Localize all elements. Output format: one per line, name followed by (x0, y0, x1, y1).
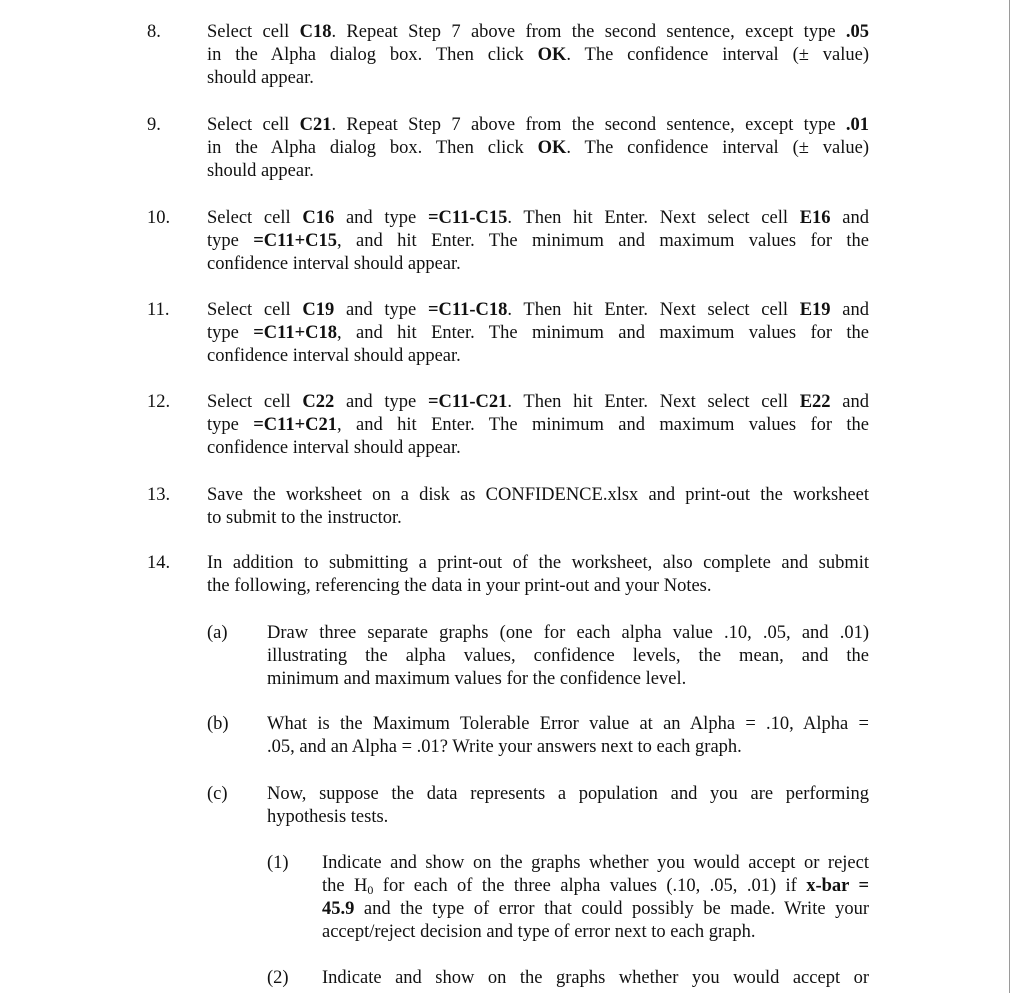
text-run: In addition to submitting a print-out of the worksheet, also complete and submit (207, 553, 869, 573)
text-line (207, 21, 869, 44)
text-run: and type (334, 392, 428, 412)
text-line (267, 668, 869, 691)
text-line (267, 622, 869, 645)
text-run: What is the Maximum Tolerable Error value at an Alpha = .10, Alpha = (267, 714, 869, 734)
text-line (207, 322, 869, 345)
text-run: . Repeat Step 7 above from the second sentence, except type (331, 115, 846, 135)
text-line (267, 645, 869, 668)
text-run: the following, referencing the data in your print-out and your Notes. (207, 576, 712, 596)
bold-text-run: C18 (299, 22, 332, 42)
bold-text-run: .05 (845, 22, 870, 42)
substep-label: (c) (207, 784, 228, 804)
substep-text (267, 713, 869, 759)
bold-text-run: E19 (799, 300, 831, 320)
text-run: Select cell (207, 115, 300, 135)
text-line (322, 967, 869, 990)
text-line (207, 552, 869, 575)
bold-text-run: =C11-C18 (427, 300, 508, 320)
text-run: confidence interval should appear. (207, 438, 461, 458)
text-run: Save the worksheet on a disk as CONFIDENCE.xlsx and print-out the worksheet (207, 485, 869, 505)
text-line (207, 67, 869, 90)
text-run: hypothesis tests. (267, 807, 389, 827)
subscript: 0 (367, 883, 374, 897)
text-line (207, 345, 869, 368)
text-run: type (207, 231, 254, 251)
step-number: 14. (147, 553, 171, 573)
text-run: . Then hit Enter. Next select cell (507, 208, 800, 228)
text-run: type (207, 415, 254, 435)
bold-text-run: C16 (302, 208, 335, 228)
text-run: Indicate and show on the graphs whether you would accept or (322, 968, 869, 988)
bold-text-run: =C11-C15 (427, 208, 508, 228)
step-number: 12. (147, 392, 171, 412)
text-run: . Then hit Enter. Next select cell (507, 392, 800, 412)
text-line (207, 575, 869, 598)
text-line (322, 921, 869, 944)
bold-text-run: =C11-C21 (427, 392, 508, 412)
text-line (207, 253, 869, 276)
bold-text-run: x-bar = (806, 876, 870, 896)
text-run: Draw three separate graphs (one for each alpha value .10, .05, and .01) (267, 623, 869, 643)
text-line (267, 783, 869, 806)
text-line (207, 299, 869, 322)
text-run: Select cell (207, 208, 303, 228)
substep-text (267, 783, 869, 829)
text-run: should appear. (207, 161, 314, 181)
substep-label: (a) (207, 623, 228, 643)
step-text (207, 484, 869, 530)
text-run: in the Alpha dialog box. Then click (207, 45, 538, 65)
subsubstep-label: (1) (267, 853, 289, 873)
text-line (207, 507, 869, 530)
bold-text-run: E16 (799, 208, 831, 228)
text-run: and type (334, 300, 428, 320)
subsubstep-text (322, 852, 869, 944)
text-line (267, 736, 869, 759)
text-run: accept/reject decision and type of error next to each graph. (322, 922, 756, 942)
step-text (207, 552, 869, 598)
text-run: , and hit Enter. The minimum and maximum values for the (337, 323, 870, 343)
text-run: , and hit Enter. The minimum and maximum values for the (337, 415, 870, 435)
text-run: should appear. (207, 68, 314, 88)
step-number: 13. (147, 485, 171, 505)
text-line (207, 114, 869, 137)
text-run: Indicate and show on the graphs whether you would accept or reject (322, 853, 869, 873)
bold-text-run: =C11+C21 (253, 415, 338, 435)
step-text (207, 114, 869, 183)
bold-text-run: C21 (299, 115, 332, 135)
text-run: confidence interval should appear. (207, 254, 461, 274)
bold-text-run: OK (537, 45, 567, 65)
text-run: . Repeat Step 7 above from the second sentence, except type (331, 22, 846, 42)
substep-label: (b) (207, 714, 229, 734)
text-run: confidence interval should appear. (207, 346, 461, 366)
step-text (207, 21, 869, 90)
text-run: and the type of error that could possibly be made. Write your (354, 899, 869, 919)
bold-text-run: E22 (799, 392, 831, 412)
text-run: Select cell (207, 300, 303, 320)
text-line (207, 230, 869, 253)
text-line (322, 898, 869, 921)
text-run: to submit to the instructor. (207, 508, 402, 528)
text-line (207, 437, 869, 460)
text-run: and (830, 392, 869, 412)
page-right-border (1009, 0, 1010, 993)
bold-text-run: =C11+C18 (253, 323, 338, 343)
text-line (207, 44, 869, 67)
bold-text-run: .01 (845, 115, 870, 135)
substep-text (267, 622, 869, 691)
text-line (322, 875, 869, 898)
text-line (267, 806, 869, 829)
step-text (207, 207, 869, 276)
bold-text-run: OK (537, 138, 567, 158)
text-run: and (830, 208, 869, 228)
text-run: Select cell (207, 22, 300, 42)
text-run: Now, suppose the data represents a population and you are performing (267, 784, 869, 804)
text-run: in the Alpha dialog box. Then click (207, 138, 538, 158)
text-line (267, 713, 869, 736)
step-number: 10. (147, 208, 171, 228)
text-run: minimum and maximum values for the confidence level. (267, 669, 687, 689)
step-number: 8. (147, 22, 161, 42)
bold-text-run: C19 (302, 300, 335, 320)
text-run: illustrating the alpha values, confidence levels, the mean, and the (267, 646, 869, 666)
text-line (207, 391, 869, 414)
text-run: and (830, 300, 869, 320)
bold-text-run: C22 (302, 392, 335, 412)
text-run: Select cell (207, 392, 303, 412)
text-run: the H (322, 876, 368, 896)
subsubstep-text (322, 967, 869, 990)
text-line (207, 207, 869, 230)
bold-text-run: =C11+C15 (253, 231, 338, 251)
text-run: . Then hit Enter. Next select cell (507, 300, 800, 320)
text-run: . The confidence interval (± value) (566, 45, 869, 65)
step-number: 11. (147, 300, 170, 320)
step-number: 9. (147, 115, 161, 135)
text-run: type (207, 323, 254, 343)
subsubstep-label: (2) (267, 968, 289, 988)
text-line (207, 484, 869, 507)
text-run: . The confidence interval (± value) (566, 138, 869, 158)
text-run: .05, and an Alpha = .01? Write your answers next to each graph. (267, 737, 742, 757)
bold-text-run: 45.9 (322, 899, 355, 919)
text-run: , and hit Enter. The minimum and maximum values for the (337, 231, 870, 251)
text-line (322, 852, 869, 875)
text-line (207, 160, 869, 183)
text-run: for each of the three alpha values (.10, .05, .01) if (373, 876, 807, 896)
step-text (207, 391, 869, 460)
text-line (207, 414, 869, 437)
text-run: and type (334, 208, 428, 228)
step-text (207, 299, 869, 368)
text-line (207, 137, 869, 160)
